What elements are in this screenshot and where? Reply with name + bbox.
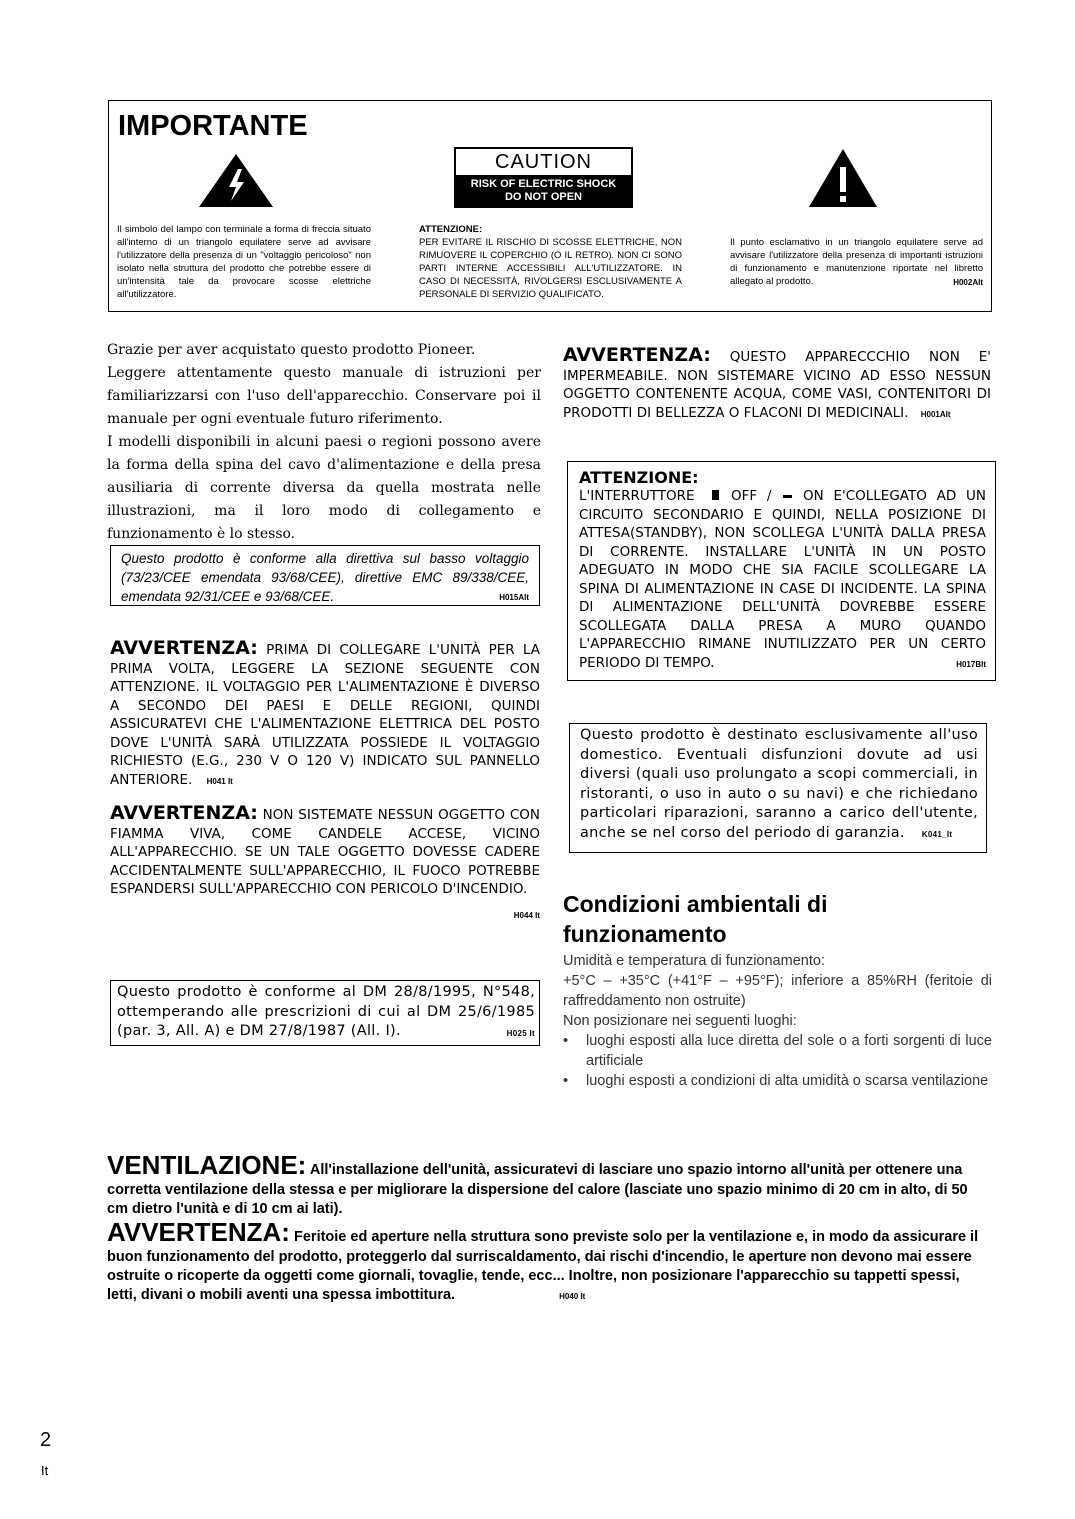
ventilation-warning xyxy=(107,1217,987,1305)
attenzione-standby-body: E'COLLEGATO AD UN CIRCUITO SECONDARIO E QUINDI, NELLA POSIZIONE DI ATTESA(STANDBY), NON SCOLLEGA L'UNITÀ DALLA PRESA DI CORRENTE. INSTALLARE L'UNITÀ IN UN POSTO ADEGUATO IN MODO CHE SIA FACILE SCOLLEGARE LA SPINA DI ALIMENTAZIONE IN CASE DI INCIDENTE. LA SPINA DI ALIMENTAZIONE DELL'UNITÀ DOVREBBE ESSERE SCOLLEGATA DALLA PRESA A MURO QUANDO L'APPARECCHIO RIMANE INUTILIZZATO PER UN CERTO PERIODO DI TEMPO. xyxy=(579,488,986,671)
code-k041: K041_It xyxy=(921,829,953,839)
attenzione-standby-box xyxy=(567,461,996,681)
exclamation-text: Il punto esclamativo in un triangolo equilatere serve ad avvisare l'utilizzatore della presenza di importanti istruzioni di funzionamento e manutenzione riportate nel libretto allegato al prodotto. xyxy=(730,237,983,287)
code-h025: H025 It xyxy=(506,1029,535,1038)
lightning-warning-icon xyxy=(198,152,274,208)
attenzione-standby-text xyxy=(579,487,986,672)
code-h001: H001AIt xyxy=(920,409,951,419)
power-standby-icon xyxy=(712,490,719,500)
lightning-description: Il simbolo del lampo con terminale a forma di freccia situato all'interno di un triangolo equilatere serve ad avvisare l'utilizzatore della presenza di un "voltaggio pericoloso" non isolato nella struttura del prodotto che potrebbe essere di un'intensità tale da provocare scosse elettriche all'utilizzatore. xyxy=(117,224,371,300)
domestic-use-box xyxy=(569,723,987,853)
warning-voltage xyxy=(110,637,540,789)
warning-flame xyxy=(110,802,540,920)
conditions-text xyxy=(563,951,992,1091)
caution-line-1: RISK OF ELECTRIC SHOCK xyxy=(470,178,617,190)
code-h040: H040 It xyxy=(559,1292,586,1301)
list-item: • luoghi esposti alla luce diretta del sole o a forti sorgenti di luce artificiale xyxy=(563,1031,992,1071)
intro-p1: Grazie per aver acquistato questo prodotto Pioneer. xyxy=(107,342,476,358)
warning-water xyxy=(563,344,991,422)
conformity-box-dm xyxy=(110,980,540,1046)
language-label: It xyxy=(41,1463,49,1478)
exclamation-description xyxy=(730,236,983,288)
ventilation-warning-head: AVVERTENZA: xyxy=(107,1217,290,1247)
caution-label xyxy=(454,147,633,208)
warning-water-body: QUESTO APPARECCCHIO NON E' IMPERMEABILE. NON SISTEMARE VICINO AD ESSO NESSUN OGGETTO CONTENENTE ACQUA, COME VASI, CONTENITORI DI PRODOTTI DI BELLEZZA O FLACONI DI MEDICINALI. xyxy=(563,349,991,421)
conformity-cee-text xyxy=(121,549,529,606)
warning-voltage-body: PRIMA DI COLLEGARE L'UNITÀ PER LA PRIMA VOLTA, LEGGERE LA SEZIONE SEGUENTE CON ATTENZIONE. IL VOLTAGGIO PER L'ALIMENTAZIONE È DIVERSO A SECONDO DEI PAESI E DELLE REGIONI, QUINDI ASSICURATEVI CHE L'ALIMENTAZIONE ELETTRICA DEL POSTO DOVE L'UNITÀ SARÀ UTILIZZATA POSSIEDE IL VOLTAGGIO RICHIESTO (E.G., 230 V O 120 V) INDICATO SUL PANNELLO ANTERIORE. xyxy=(110,642,540,788)
code-h015: H015AIt xyxy=(499,593,529,602)
domestic-use-body: Questo prodotto è destinato esclusivamente all'uso domestico. Eventuali disfunzioni dovute ad usi diversi (quali uso prolungato a scopi commerciali, in ristoranti, o uso in auto o su navi) e che richiedano particolari riparazioni, saranno a carico dell'utente, anche se nel corso del periodo di garanzia. xyxy=(580,727,978,841)
power-on-icon xyxy=(783,495,792,498)
list-item: • luoghi esposti a condizioni di alta umidità o scarsa ventilazione xyxy=(563,1071,992,1091)
conditions-line-1: Umidità e temperatura di funzionamento: xyxy=(563,953,825,969)
section-title-conditions: Condizioni ambientali di funzionamento xyxy=(563,891,828,947)
warning-flame-body: NON SISTEMATE NESSUN OGGETTO CON FIAMMA VIVA, COME CANDELE ACCESE, VICINO ALL'APPARECCHIO. SE UN TALE OGGETTO DOVESSE CADERE ACCIDENTALMENTE SULL'APPARECCHIO, IL FUOCO POTREBBE ESPANDERSI SULL'APPARECCHIO CON PERICOLO D'INCENDIO. xyxy=(110,807,540,897)
intro-p3: I modelli disponibili in alcuni paesi o regioni possono avere la forma della spina del cavo d'alimentazione e della presa ausiliaria di corrente diversa da quella mostrata nelle illustrazioni, ma il loro modo di collegamento e funzionamento è lo stesso. xyxy=(107,434,541,542)
code-h044: H044 It xyxy=(513,910,540,920)
ventilation-head: VENTILAZIONE: xyxy=(107,1150,307,1180)
conditions-line-3: Non posizionare nei seguenti luoghi: xyxy=(563,1013,797,1029)
page-number: 2 xyxy=(40,1429,52,1451)
attenzione-standby-lead: L'INTERRUTTORE xyxy=(579,488,695,504)
conditions-list xyxy=(563,1031,992,1091)
conformity-box-cee xyxy=(110,545,540,606)
conformity-dm-body: Questo prodotto è conforme al DM 28/8/1995, N°548, ottemperando alle prescrizioni di cui al DM 25/6/1985 (par. 3, All. A) e DM 27/8/1987 (All. I). xyxy=(117,984,535,1039)
caution-title: CAUTION xyxy=(495,151,592,173)
intro-text xyxy=(107,339,541,546)
ventilation-body: All'installazione dell'unità, assicuratevi di lasciare uno spazio intorno all'unità per ottenere una corretta ventilazione della stessa e per migliorare la dispersione del calore (lasciate uno spazio minimo di 20 cm in alto, di 50 cm dietro l'unità e di 10 cm ai lati). xyxy=(107,1162,968,1217)
code-h017: H017BIt xyxy=(956,659,986,669)
warning-voltage-head: AVVERTENZA: xyxy=(110,637,258,659)
ventilation-warning-body: Feritoie ed aperture nella struttura sono previste solo per la ventilazione e, in modo da assicurare il buon funzionamento del prodotto, proteggerlo dal surriscaldamento, dai rischi d'incendio, le aperture non devono mai essere ostruite o ricoperte da oggetti come giornali, tovaglie, tende, ecc... Inoltre, non posizionare l'apparecchio su tappetti spessi, letti, divani o mobili aventi una spessa imbottitura. xyxy=(107,1229,979,1303)
ventilation-section xyxy=(107,1150,987,1219)
attenzione-caution-text xyxy=(419,223,682,301)
code-h002: H002AIt xyxy=(953,278,983,287)
warning-flame-head: AVVERTENZA: xyxy=(110,802,258,824)
domestic-use-text xyxy=(580,726,978,843)
caution-line-2: DO NOT OPEN xyxy=(504,191,582,203)
attenzione-standby-on: ON xyxy=(802,488,824,504)
important-title: IMPORTANTE xyxy=(118,110,308,142)
conformity-cee-body: Questo prodotto è conforme alla direttiva sul basso voltaggio (73/23/CEE emendata 93/68/CEE), direttive EMC 89/338/CEE, emendata 92/31/CEE e 93/68/CEE. xyxy=(121,551,529,604)
attenzione-caution-body: PER EVITARE IL RISCHIO DI SCOSSE ELETTRICHE, NON RIMUOVERE IL COPERCHIO (O IL RETRO). NON CI SONO PARTI INTERNE ACCESSIBILI ALL'UTILIZZATORE. IN CASO DI NECESSITÀ, RIVOLGERSI ESCLUSIVAMENTE A PERSONALE DI SERVIZIO QUALIFICATO. xyxy=(419,237,682,300)
intro-p2: Leggere attentamente questo manuale di istruzioni per familiarizzarsi con l'uso dell'apparecchio. Conservare poi il manuale per ogni eventuale futuro riferimento. xyxy=(107,365,541,427)
conformity-dm-text xyxy=(117,983,535,1042)
conditions-line-2: +5°C – +35°C (+41°F – +95°F); inferiore a 85%RH (feritoie di raffreddamento non ostruite) xyxy=(563,973,992,1009)
attenzione-caution-head: ATTENZIONE: xyxy=(419,224,483,235)
attenzione-standby-head: ATTENZIONE: xyxy=(579,468,699,487)
warning-water-head: AVVERTENZA: xyxy=(563,344,711,366)
exclamation-warning-icon xyxy=(808,147,878,208)
attenzione-standby-off: OFF / xyxy=(731,488,772,504)
caution-subtitle xyxy=(456,175,631,206)
code-h041: H041 It xyxy=(206,776,233,786)
